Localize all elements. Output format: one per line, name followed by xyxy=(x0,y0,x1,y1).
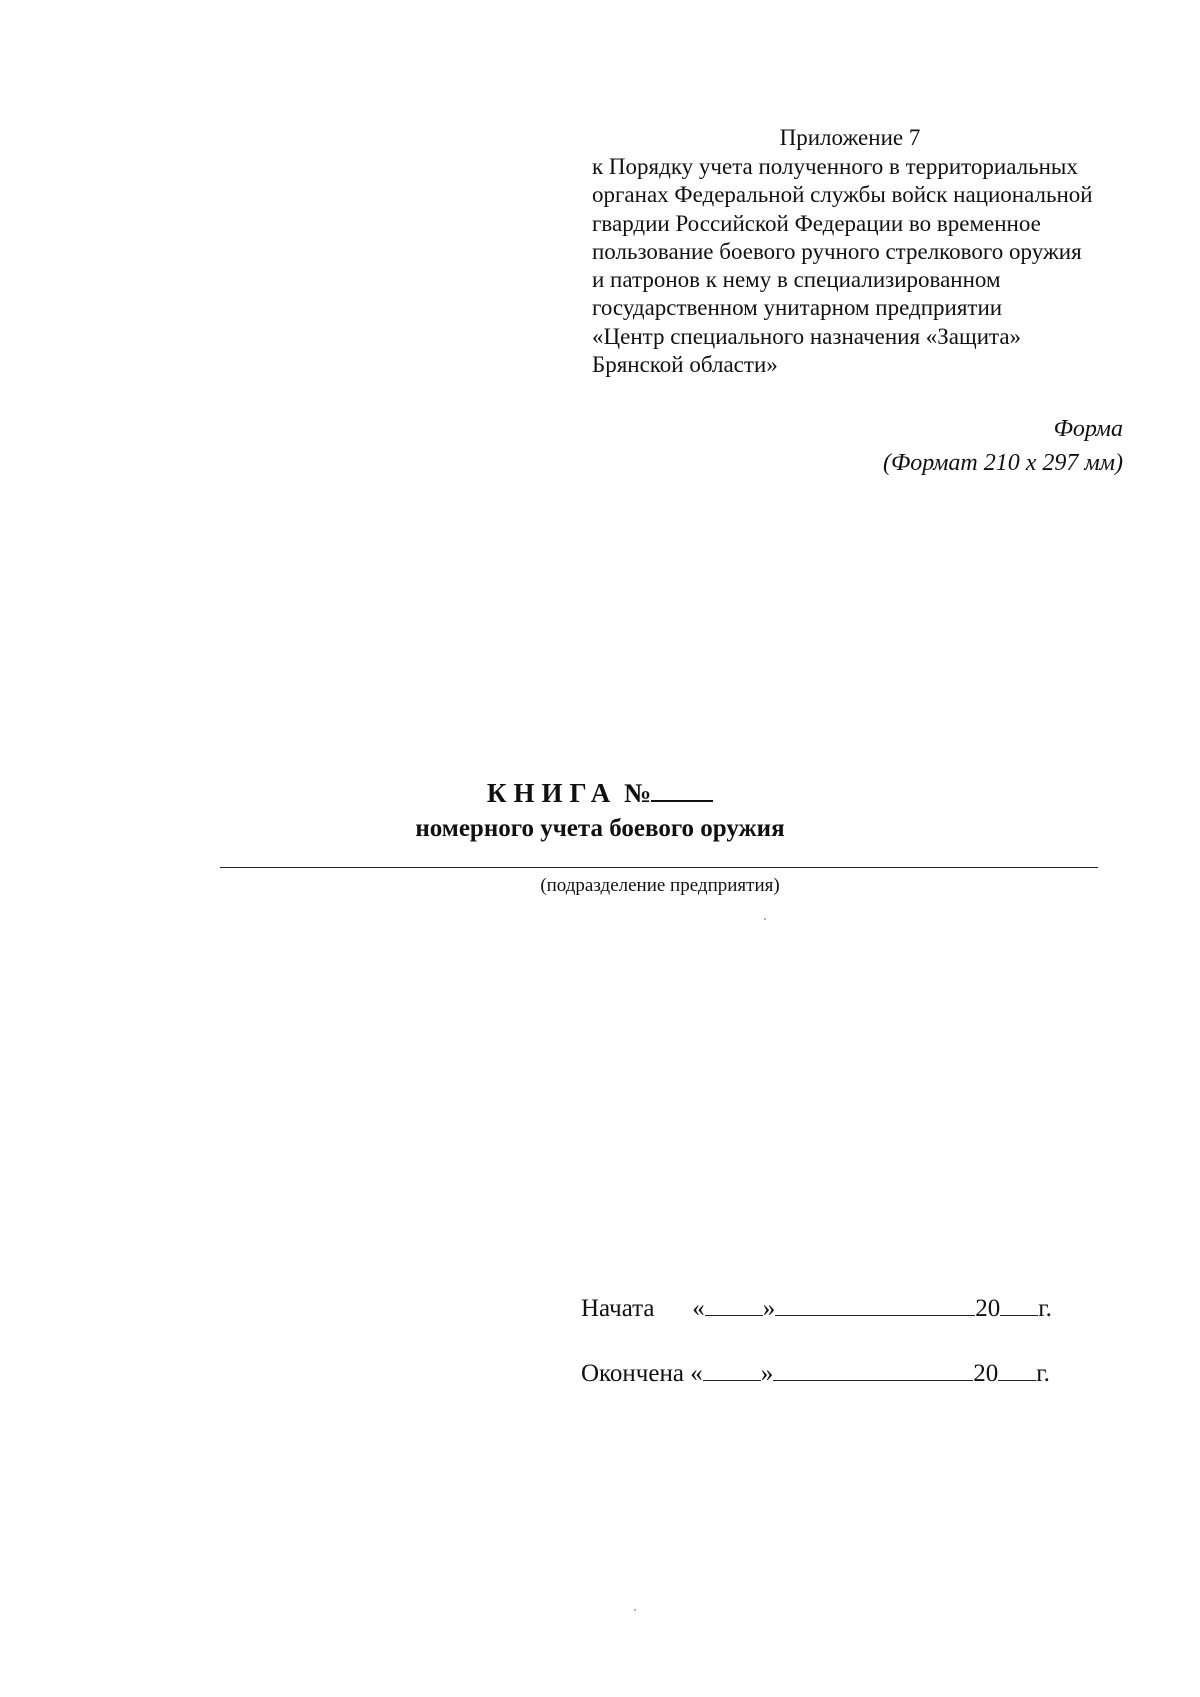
start-year-blank[interactable] xyxy=(1000,1291,1038,1316)
form-note xyxy=(883,412,1123,480)
book-title xyxy=(0,778,1200,808)
end-label: Окончена xyxy=(581,1360,684,1387)
annex-line: к Порядку учета полученного в территориальных xyxy=(592,154,1078,179)
start-label: Начата xyxy=(581,1295,655,1322)
year-suffix: г. xyxy=(1038,1295,1052,1322)
annex-line: «Центр специального назначения «Защита» xyxy=(592,323,1022,349)
year-prefix: 20 xyxy=(975,1295,1001,1322)
quote-open: « xyxy=(692,1295,705,1322)
form-format: (Формат 210 х 297 мм) xyxy=(882,450,1123,476)
year-prefix: 20 xyxy=(973,1360,999,1387)
number-sign: № xyxy=(623,778,652,808)
end-day-blank[interactable] xyxy=(703,1356,761,1381)
end-date-row xyxy=(581,1356,1050,1389)
quote-close: » xyxy=(762,1295,776,1322)
book-subtitle: номерного учета боевого оружия xyxy=(415,815,785,842)
annex-description xyxy=(592,153,1132,379)
quote-open: « xyxy=(690,1360,703,1387)
book-number-blank[interactable] xyxy=(651,778,713,802)
start-day-blank[interactable] xyxy=(705,1291,763,1316)
end-year-blank[interactable] xyxy=(998,1356,1036,1381)
start-date-row xyxy=(581,1291,1052,1324)
scan-speck xyxy=(764,918,766,920)
start-month-blank[interactable] xyxy=(775,1291,975,1316)
annex-line: и патронов к нему в специализированном xyxy=(592,267,1001,293)
quote-close: » xyxy=(760,1360,774,1387)
annex-line: государственном унитарном предприятии xyxy=(592,295,1003,321)
year-suffix: г. xyxy=(1036,1360,1050,1387)
book-title-word: КНИГА xyxy=(486,778,618,808)
annex-line: органах Федеральной службы войск национальной xyxy=(592,182,1093,208)
department-blank-line[interactable] xyxy=(220,867,1098,868)
annex-line: гвардии Российской Федерации во временное xyxy=(592,210,1041,236)
department-caption: (подразделение предприятия) xyxy=(540,875,780,896)
annex-line: Брянской области» xyxy=(592,352,778,378)
form-label: Форма xyxy=(1053,416,1123,442)
end-month-blank[interactable] xyxy=(773,1356,973,1381)
scan-speck xyxy=(634,1609,636,1611)
annex-line: пользование боевого ручного стрелкового оружия xyxy=(592,238,1082,264)
annex-title: Приложение 7 xyxy=(779,125,921,150)
